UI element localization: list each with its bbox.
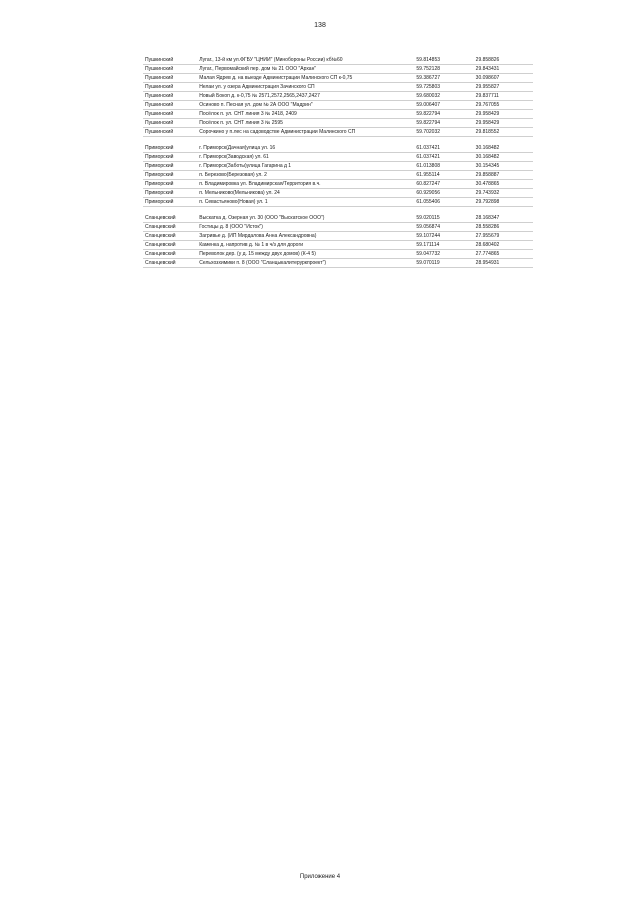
table-row [143,83,533,92]
coordinate-x-cell: 61.037421 [414,144,473,153]
coordinate-y-cell: 29.858887 [474,171,533,180]
address-cell: Каменка д. напротив д. № 1 в ч/з для дороги [197,241,414,250]
coordinate-x-cell: 59.056874 [414,223,473,232]
coordinate-x-cell: 61.955114 [414,171,473,180]
coordinate-y-cell: 29.837711 [474,92,533,101]
district-cell: Пушкинский [143,119,197,128]
coordinate-y-cell: 28.680402 [474,241,533,250]
table-row [143,144,533,153]
coordinate-x-cell: 59.386727 [414,74,473,83]
coordinate-y-cell: 28.954931 [474,259,533,268]
address-cell: п. Мельниково(Мельникова) ул. 24 [197,189,414,198]
district-cell: Сланцевский [143,214,197,223]
coordinate-x-cell: 60.929056 [414,189,473,198]
coordinate-x-cell: 59.822794 [414,110,473,119]
district-cell: Пушкинский [143,92,197,101]
section-gap-cell [143,137,533,145]
coordinate-y-cell: 28.168347 [474,214,533,223]
coordinate-y-cell: 29.858826 [474,56,533,65]
address-cell: Посёлок п. ул. СНТ линия 3 № 2595 [197,119,414,128]
district-cell: Пушкинский [143,83,197,92]
locations-table [143,56,533,268]
table-row [143,92,533,101]
coordinate-y-cell: 28.558286 [474,223,533,232]
address-cell: Лугаг., 13-й км ул.ФГБУ "ЦНИИ" (Минобороны России) кб№60 [197,56,414,65]
address-cell: г. Приморск(Дачная)улица ул. 16 [197,144,414,153]
coordinate-x-cell: 59.814853 [414,56,473,65]
coordinate-x-cell: 61.013808 [414,162,473,171]
address-cell: Осиново п. Песная ул. дом № 2А ООО "Мадрин" [197,101,414,110]
address-cell: п. Владимировка ул. Владимирская/Территория в.ч. [197,180,414,189]
district-cell: Пушкинский [143,65,197,74]
table-row [143,241,533,250]
locations-table-body [143,56,533,268]
table-row [143,232,533,241]
coordinate-y-cell: 29.818552 [474,128,533,137]
coordinate-y-cell: 29.792898 [474,198,533,207]
table-row [143,259,533,268]
coordinate-y-cell: 29.743932 [474,189,533,198]
coordinate-x-cell: 61.037421 [414,153,473,162]
address-cell: Сорочкино у п.лес на садоводстве Администрации Малинского СП [197,128,414,137]
coordinate-x-cell: 59.020115 [414,214,473,223]
coordinate-y-cell: 27.774865 [474,250,533,259]
table-row [143,198,533,207]
district-cell: Пушкинский [143,101,197,110]
district-cell: Сланцевский [143,241,197,250]
district-cell: Сланцевский [143,259,197,268]
coordinate-y-cell: 30.478865 [474,180,533,189]
table-row [143,214,533,223]
district-cell: Пушкинский [143,74,197,83]
address-cell: Нелаи ул. у озера Администрация Зачинского СП [197,83,414,92]
address-cell: г. Приморск(Заводская) ул. 61 [197,153,414,162]
address-cell: Новый Бокоп д. к-0,75 № 2571,2572,2565,2437,2427 [197,92,414,101]
district-cell: Приморский [143,180,197,189]
table-row [143,56,533,65]
address-cell: Лугаг., Первомайский пер. дом № 21 ООО "Архан" [197,65,414,74]
coordinate-y-cell: 30.168482 [474,144,533,153]
coordinate-x-cell: 59.107244 [414,232,473,241]
section-gap [143,137,533,145]
coordinate-x-cell: 59.171114 [414,241,473,250]
address-cell: Посёлок п. ул. СНТ линия 3 № 2418, 2409 [197,110,414,119]
address-cell: Выскатка д. Озерная ул. 30 (ООО "Выскатское ООО") [197,214,414,223]
table-row [143,189,533,198]
coordinate-x-cell: 59.070119 [414,259,473,268]
table-row [143,153,533,162]
table-row [143,171,533,180]
page-number: 138 [314,22,326,29]
coordinate-y-cell: 29.958429 [474,119,533,128]
district-cell: Сланцевский [143,250,197,259]
table-row [143,162,533,171]
district-cell: Приморский [143,162,197,171]
table-row [143,110,533,119]
section-gap [143,207,533,215]
district-cell: Пушкинский [143,110,197,119]
district-cell: Пушкинский [143,128,197,137]
address-cell: Переволок дер. (у д. 15 между двух домов) (К-4 5) [197,250,414,259]
district-cell: Приморский [143,189,197,198]
table-row [143,223,533,232]
district-cell: Приморский [143,144,197,153]
section-gap-cell [143,207,533,215]
coordinate-x-cell: 60.827247 [414,180,473,189]
coordinate-x-cell: 59.725803 [414,83,473,92]
coordinate-x-cell: 61.055406 [414,198,473,207]
district-cell: Приморский [143,171,197,180]
district-cell: Приморский [143,153,197,162]
address-cell: п. Березово(Березовая) ул. 2 [197,171,414,180]
district-cell: Пушкинский [143,56,197,65]
coordinate-y-cell: 30.098607 [474,74,533,83]
coordinate-y-cell: 30.168482 [474,153,533,162]
coordinate-y-cell: 29.955827 [474,83,533,92]
table-row [143,101,533,110]
coordinate-x-cell: 59.822794 [414,119,473,128]
coordinate-y-cell: 29.958429 [474,110,533,119]
table-row [143,119,533,128]
address-cell: п. Севастьяново(Новая) ул. 1 [197,198,414,207]
address-cell: Гостицы д. 8 (ООО "Исток") [197,223,414,232]
table-row [143,128,533,137]
district-cell: Сланцевский [143,232,197,241]
table-row [143,180,533,189]
table-row [143,74,533,83]
address-cell: Сельхозхимики п. 8 (ООО "Сланцыкалитеруркпроект") [197,259,414,268]
coordinate-y-cell: 30.154345 [474,162,533,171]
coordinate-y-cell: 27.955679 [474,232,533,241]
coordinate-x-cell: 59.702032 [414,128,473,137]
address-cell: г. Приморск(Заботы)улица Гагарина д 1 [197,162,414,171]
coordinate-y-cell: 29.767055 [474,101,533,110]
district-cell: Сланцевский [143,223,197,232]
coordinate-x-cell: 59.752128 [414,65,473,74]
district-cell: Приморский [143,198,197,207]
address-cell: Загривье д. (ИП Мирдалова Анна Александровна) [197,232,414,241]
coordinate-y-cell: 29.843431 [474,65,533,74]
page-footer: Приложение 4 [299,874,341,880]
coordinate-x-cell: 59.047732 [414,250,473,259]
address-cell: Малая Ядрев д. на выезде Администрации Малинского СП к-0,75 [197,74,414,83]
coordinate-x-cell: 59.680032 [414,92,473,101]
table-row [143,65,533,74]
table-row [143,250,533,259]
coordinate-x-cell: 59.006407 [414,101,473,110]
